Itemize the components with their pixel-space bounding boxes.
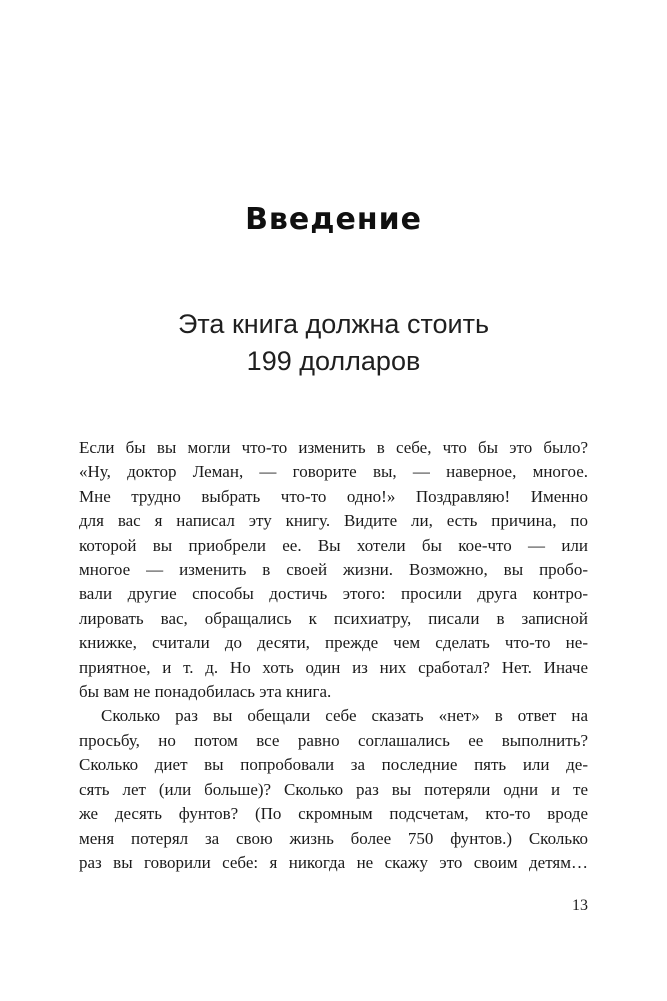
page-number: 13 bbox=[572, 897, 588, 914]
text-line: многое — изменить в своей жизни. Возможно, вы пробо- bbox=[79, 560, 588, 580]
text-line: книжке, считали до десяти, прежде чем сделать что-то не- bbox=[79, 633, 588, 653]
body-text bbox=[79, 436, 588, 875]
text-line: Мне трудно выбрать что-то одно!» Поздравляю! Именно bbox=[79, 486, 588, 506]
text-line: меня потерял за свою жизнь более 750 фунтов.) Сколько bbox=[79, 828, 588, 848]
text-line: «Ну, доктор Леман, — говорите вы, — наверное, многое. bbox=[79, 462, 588, 482]
text-line: вали другие способы достичь этого: просили друга контро- bbox=[79, 584, 588, 604]
text-line: бы вам не понадобилась эта книга. bbox=[79, 682, 332, 702]
text-line: же десять фунтов? (По скромным подсчетам, кто-то вроде bbox=[79, 804, 588, 824]
text-line: просьбу, но потом все равно соглашались ее выполнить? bbox=[79, 730, 588, 750]
text-line: Если бы вы могли что-то изменить в себе, что бы это было? bbox=[79, 438, 588, 457]
text-line: сять лет (или больше)? Сколько раз вы потеряли одни и те bbox=[79, 779, 588, 799]
text-line: раз вы говорили себе: я никогда не скажу это своим детям… bbox=[79, 852, 588, 872]
subtitle-line-2: 199 долларов bbox=[246, 346, 421, 376]
text-line: Сколько диет вы попробовали за последние пять или де- bbox=[79, 755, 588, 775]
subtitle-line-1: Эта книга должна стоить bbox=[177, 309, 490, 339]
text-line: которой вы приобрели ее. Вы хотели бы кое-что — или bbox=[79, 535, 588, 555]
chapter-subtitle bbox=[59, 306, 608, 380]
body-paragraph bbox=[79, 436, 588, 704]
text-line: приятное, и т. д. Но хоть один из них сработал? Нет. Иначе bbox=[79, 657, 588, 677]
text-line: для вас я написал эту книгу. Видите ли, есть причина, по bbox=[79, 511, 588, 531]
text-line: лировать вас, обращались к психиатру, писали в записной bbox=[79, 608, 588, 628]
body-paragraph bbox=[79, 704, 588, 875]
chapter-title: Введение bbox=[245, 202, 422, 237]
text-line: Сколько раз вы обещали себе сказать «нет» в ответ на bbox=[101, 706, 588, 726]
